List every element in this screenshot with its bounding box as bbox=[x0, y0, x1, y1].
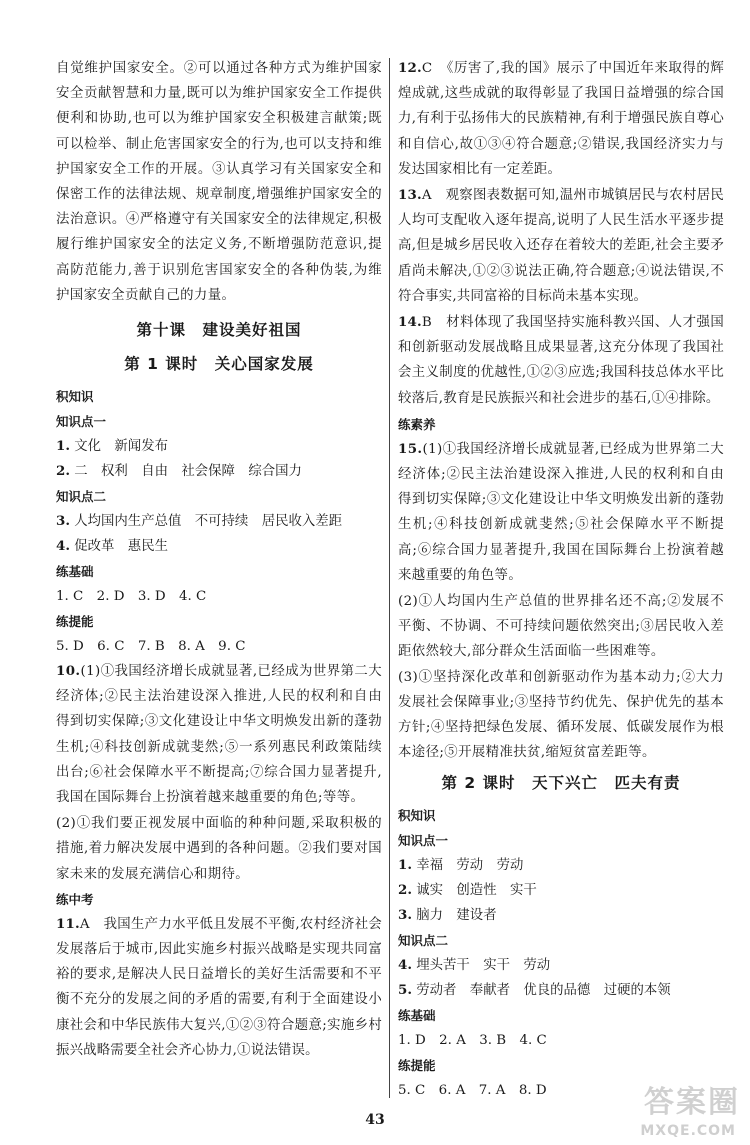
section-label: 积知识 bbox=[56, 389, 94, 405]
answer-number: 3. bbox=[398, 907, 412, 924]
section-label: 练基础 bbox=[398, 1008, 436, 1024]
section-label: 积知识 bbox=[398, 808, 436, 824]
question-14 bbox=[398, 310, 724, 411]
answer-line bbox=[56, 459, 382, 484]
basic-answers: 1. D 2. A 3. B 4. C bbox=[398, 1033, 547, 1049]
question-10 bbox=[56, 659, 382, 810]
question-number: 13. bbox=[398, 187, 422, 204]
answer-number: 4. bbox=[56, 538, 70, 555]
advanced-answers: 5. D 6. C 7. B 8. A 9. C bbox=[56, 639, 246, 655]
answer-number: 2. bbox=[56, 463, 70, 480]
question-text: C 《厉害了,我的国》展示了中国近年来取得的辉煌成就,这些成就的取得彰显了我国日益增强的综合国力,有利于弘扬伟大的民族精神,有利于增强民族自尊心和自信心,故①③④符合题意;②错误,我国经济实力与发达国家相比有一定差距。 bbox=[398, 61, 724, 177]
answer-text: 诚实 创造性 实干 bbox=[416, 883, 537, 899]
answer-line bbox=[398, 878, 724, 903]
left-column bbox=[56, 56, 382, 1064]
question-text: B 材料体现了我国坚持实施科教兴国、人才强国和创新驱动发展战略且成果显著,这充分体现了我国社会主义制度的优越性,①②③应选;我国科技总体水平比较落后,教育是民族振兴和社会进步的基石,①④排除。 bbox=[398, 315, 724, 406]
question-15 bbox=[398, 437, 724, 588]
answer-text: 促改革 惠民生 bbox=[74, 539, 168, 555]
question-13 bbox=[398, 183, 724, 309]
question-number: 11. bbox=[56, 915, 80, 932]
question-number: 12. bbox=[398, 60, 422, 76]
section-title: 第 2 课时 天下兴亡 匹夫有责 bbox=[441, 774, 681, 793]
knowledge-point-label: 知识点二 bbox=[398, 933, 449, 949]
column-divider bbox=[389, 58, 390, 1098]
question-11 bbox=[56, 912, 382, 1063]
answer-line bbox=[56, 509, 382, 534]
question-number: 15. bbox=[398, 440, 423, 457]
answer-number: 1. bbox=[398, 857, 412, 874]
answer-line bbox=[398, 853, 724, 878]
section-label: 练基础 bbox=[56, 564, 94, 580]
answer-text: 劳动者 奉献者 优良的品德 过硬的本领 bbox=[416, 983, 671, 999]
question-15-part-2: (2)①人均国内生产总值的世界排名还不高;②发展不平衡、不协调、不可持续问题依然突出;③居民收入差距依然较大,部分群众生活面临一些困难等。 bbox=[398, 594, 724, 660]
advanced-answers: 5. C 6. A 7. A 8. D bbox=[398, 1083, 547, 1099]
section-label: 练素养 bbox=[398, 416, 436, 432]
section-title: 第 1 课时 关心国家发展 bbox=[124, 355, 314, 374]
answer-text: 幸福 劳动 劳动 bbox=[416, 858, 524, 874]
section-label: 练中考 bbox=[56, 891, 94, 907]
question-10-part-2: (2)①我们要正视发展中面临的种种问题,采取积极的措施,着力解决发展中遇到的各种问题。②我们要对国家未来的发展充满信心和期待。 bbox=[56, 816, 382, 882]
lesson-title: 第十课 建设美好祖国 bbox=[136, 321, 302, 340]
answer-line bbox=[56, 434, 382, 459]
answer-text: 二 权利 自由 社会保障 综合国力 bbox=[74, 464, 302, 480]
answer-number: 1. bbox=[56, 438, 70, 455]
page-number: 43 bbox=[365, 1112, 385, 1128]
basic-answers: 1. C 2. D 3. D 4. C bbox=[56, 589, 207, 605]
watermark-logo: 答案圈 bbox=[644, 1085, 740, 1120]
answer-line bbox=[56, 534, 382, 559]
answer-number: 3. bbox=[56, 513, 70, 530]
answer-text: 脑力 建设者 bbox=[416, 908, 497, 924]
right-column bbox=[398, 56, 724, 1103]
answer-line bbox=[398, 978, 724, 1003]
knowledge-point-label: 知识点二 bbox=[56, 489, 107, 505]
question-text: A 观察图表数据可知,温州市城镇居民与农村居民人均可支配收入逐年提高,说明了人民生活水平逐步提高,但是城乡居民收入还存在着较大的差距,社会主要矛盾尚未解决,①②③说法正确,符合题意;④说法错误,不符合事实,共同富裕的目标尚未基本实现。 bbox=[398, 188, 724, 304]
answer-number: 4. bbox=[398, 957, 412, 974]
answer-line bbox=[398, 903, 724, 928]
answer-text: 文化 新闻发布 bbox=[74, 439, 168, 455]
intro-paragraph: 自觉维护国家安全。②可以通过各种方式为维护国家安全贡献智慧和力量,既可以为维护国家安全工作提供便利和协助,也可以为维护国家安全积极建言献策;既可以检举、制止危害国家安全的行为,也可以支持和维护国家安全工作的开展。③认真学习有关国家安全和保密工作的法律法规、规章制度,增强维护国家安全的法治意识。④严格遵守有关国家安全的法律规定,积极履行维护国家安全的法定义务,不断增强防范意识,提高防范能力,善于识别危害国家安全的各种伪装,为维护国家安全贡献自己的力量。 bbox=[56, 61, 382, 303]
question-number: 10. bbox=[56, 663, 81, 680]
question-text: A 我国生产力水平低且发展不平衡,农村经济社会发展落后于城市,因此实施乡村振兴战略是实现共同富裕的要求,是解决人民日益增长的美好生活需要和不平衡不充分的发展之间的矛盾的需要,有利于全面建设小康社会和中华民族伟大复兴,①②③符合题意;实施乡村振兴战略需要全社会齐心协力,①说法错误。 bbox=[56, 916, 382, 1058]
question-15-part-3: (3)①坚持深化改革和创新驱动作为基本动力;②大力发展社会保障事业;③坚持节约优先、保护优先的基本方针;④坚持把绿色发展、循环发展、低碳发展作为根本途径;⑤开展精准扶贫,缩短贫富差距等。 bbox=[398, 669, 724, 761]
question-number: 14. bbox=[398, 314, 422, 331]
answer-number: 2. bbox=[398, 882, 412, 899]
question-text: (1)①我国经济增长成就显著,已经成为世界第二大经济体;②民主法治建设深入推进,人民的权利和自由得到切实保障;③文化建设让中华文明焕发出新的蓬勃生机;④科技创新成就斐然;⑤一系列惠民利政策陆续出台;⑥社会保障水平不断提高;⑦综合国力显著提升,我国在国际舞台上扮演着越来越重要的角色;等等。 bbox=[56, 664, 382, 806]
knowledge-point-label: 知识点一 bbox=[398, 833, 449, 849]
watermark-url: MXQE.COM bbox=[640, 1123, 736, 1139]
section-label: 练提能 bbox=[398, 1058, 436, 1074]
section-label: 练提能 bbox=[56, 614, 94, 630]
knowledge-point-label: 知识点一 bbox=[56, 414, 107, 430]
question-12 bbox=[398, 56, 724, 182]
answer-text: 埋头苦干 实干 劳动 bbox=[416, 958, 551, 974]
answer-text: 人均国内生产总值 不可持续 居民收入差距 bbox=[74, 514, 343, 530]
answer-number: 5. bbox=[398, 982, 412, 999]
question-text: (1)①我国经济增长成就显著,已经成为世界第二大经济体;②民主法治建设深入推进,人民的权利和自由得到切实保障;③文化建设让中华文明焕发出新的蓬勃生机;④科技创新成就斐然;⑤社会保障水平不断提高;⑥综合国力显著提升,我国在国际舞台上扮演着越来越重要的角色等。 bbox=[398, 441, 724, 583]
answer-line bbox=[398, 953, 724, 978]
